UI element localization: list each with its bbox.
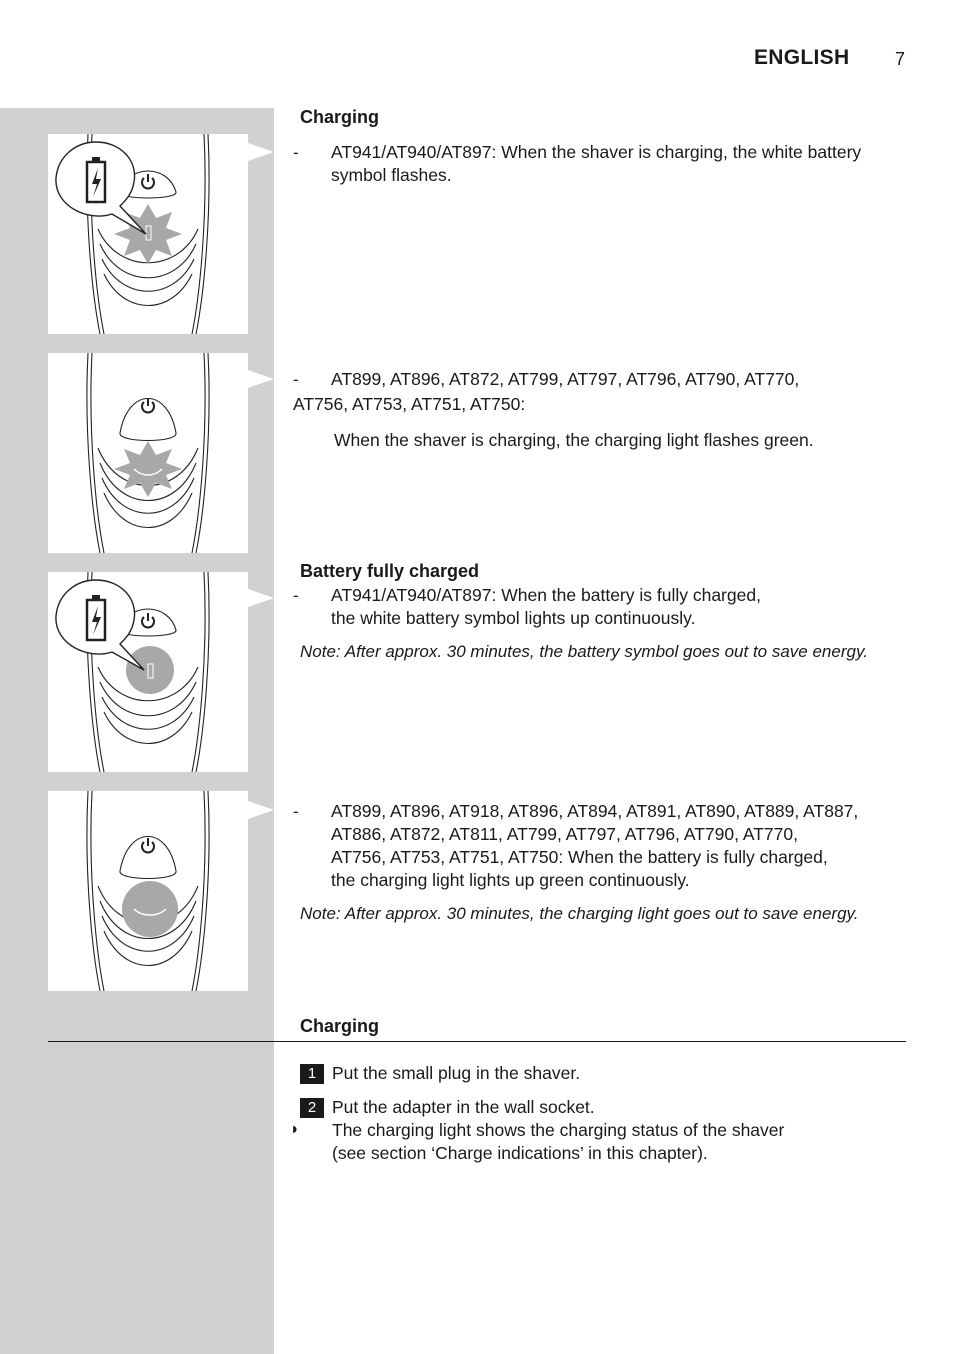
power-icon xyxy=(142,174,154,188)
language-label: ENGLISH xyxy=(754,46,850,69)
figure-charging-light-flashing xyxy=(48,353,248,553)
figure-pointer xyxy=(248,143,274,161)
power-icon xyxy=(142,398,154,412)
text-line: the charging light lights up green continuously. xyxy=(331,870,690,890)
text-line: AT756, AT753, AT751, AT750: When the battery is fully charged, xyxy=(331,847,828,867)
heading-battery-fully-charged: Battery fully charged xyxy=(300,561,480,581)
list-dash: - xyxy=(293,586,299,605)
text-line: AT886, AT872, AT811, AT799, AT797, AT796, AT790, AT770, xyxy=(331,824,798,844)
step-text: Put the small plug in the shaver. xyxy=(332,1063,581,1083)
list-dash: - xyxy=(293,802,299,821)
text-line: AT899, AT896, AT872, AT799, AT797, AT796, AT790, AT770, xyxy=(331,369,800,389)
battery-charging-icon xyxy=(56,142,146,234)
step-number: 2 xyxy=(300,1098,324,1118)
note-text: Note: After approx. 30 minutes, the charging light goes out to save energy. xyxy=(300,904,859,923)
page-number: 7 xyxy=(895,49,906,69)
battery-charging-icon xyxy=(56,580,144,670)
step-number: 1 xyxy=(300,1064,324,1084)
figure-pointer xyxy=(248,801,274,819)
figure-battery-flashing xyxy=(48,134,248,334)
list-dash: - xyxy=(293,143,299,162)
figure-battery-continuous xyxy=(48,572,248,772)
text-line: AT941/AT940/AT897: When the shaver is charging, the white battery xyxy=(331,142,862,162)
heading-charging: Charging xyxy=(300,107,379,127)
section-divider xyxy=(48,1041,906,1042)
list-dash: - xyxy=(293,370,299,389)
text-line: AT941/AT940/AT897: When the battery is fully charged, xyxy=(331,585,761,605)
note-text: Note: After approx. 30 minutes, the battery symbol goes out to save energy. xyxy=(300,642,868,661)
text-line: AT899, AT896, AT918, AT896, AT894, AT891, AT890, AT889, AT887, xyxy=(331,801,859,821)
figure-pointer xyxy=(248,370,274,388)
heading-charging-steps: Charging xyxy=(300,1016,379,1036)
text-line: When the shaver is charging, the charging light flashes green. xyxy=(334,430,814,450)
result-text: The charging light shows the charging status of the shaver xyxy=(332,1120,785,1140)
power-icon xyxy=(142,838,154,852)
text-line: the white battery symbol lights up continuously. xyxy=(331,608,696,628)
step-text: Put the adapter in the wall socket. xyxy=(332,1097,595,1117)
result-arrow-icon: ◗ xyxy=(290,1121,300,1138)
figure-charging-light-continuous xyxy=(48,791,248,991)
power-icon xyxy=(142,613,154,627)
text-line: AT756, AT753, AT751, AT750: xyxy=(293,394,526,414)
text-line: symbol flashes. xyxy=(331,165,452,185)
figure-pointer xyxy=(248,589,274,607)
result-text: (see section ‘Charge indications’ in this chapter). xyxy=(332,1143,708,1163)
